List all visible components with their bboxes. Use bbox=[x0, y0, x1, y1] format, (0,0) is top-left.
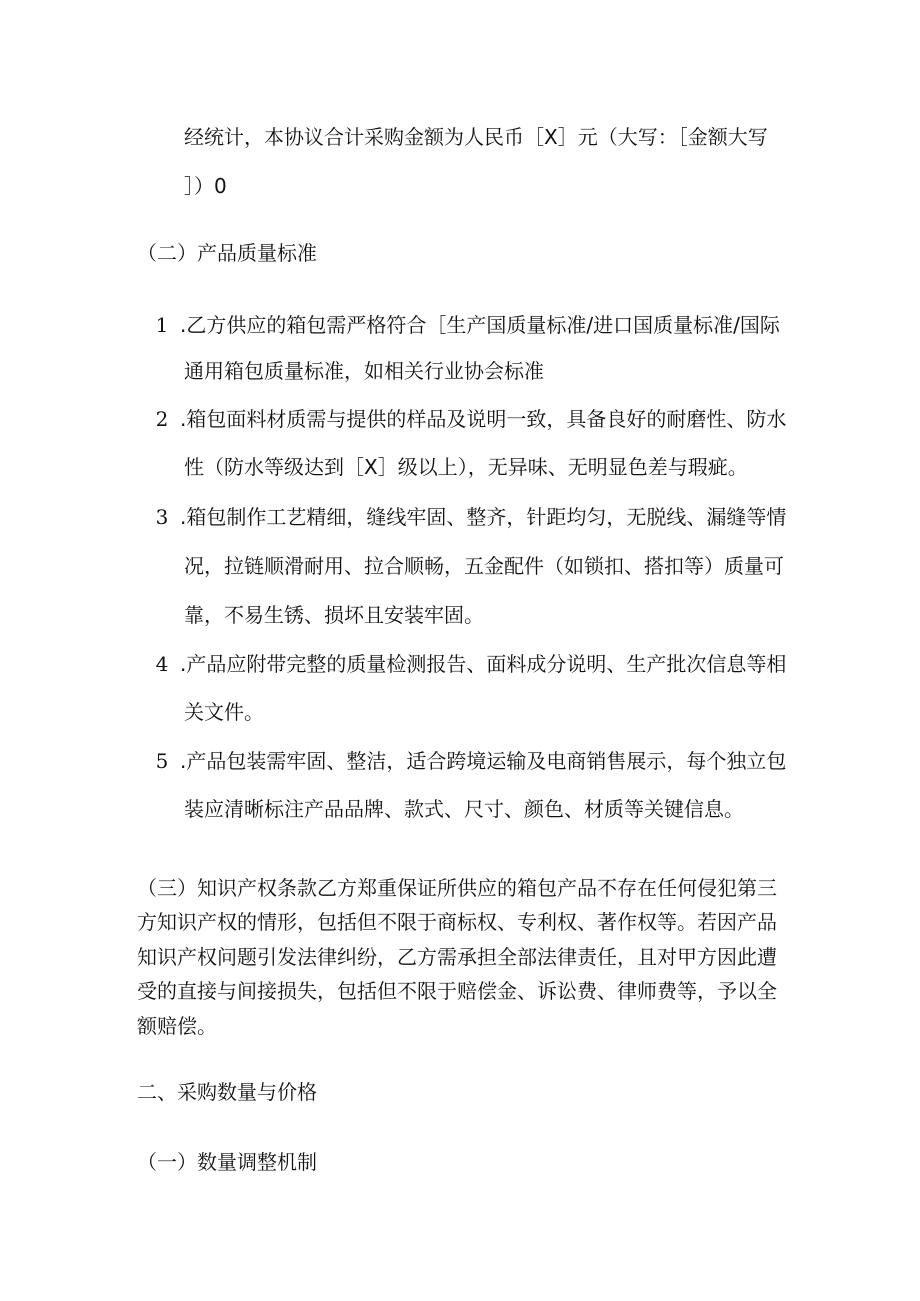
ip-clause-line: 知识产权问题引发法律纠纷，乙方需承担全部法律责任，且对甲方因此遭 bbox=[137, 945, 777, 969]
list-item-line: 通用箱包质量标准，如相关行业协会标准 bbox=[184, 359, 544, 383]
ip-clause-line: 额赔偿。 bbox=[137, 1014, 217, 1038]
list-item-line: 关文件。 bbox=[184, 700, 264, 724]
intro-line-1: 经统计，本协议合计采购金额为人民币［X］元（大写：［金额大写 bbox=[184, 125, 768, 149]
list-item-number: 2 bbox=[155, 407, 169, 431]
ip-clause-line: 受的直接与间接损失，包括但不限于赔偿金、诉讼费、律师费等，予以全 bbox=[137, 979, 777, 1003]
quality-section-heading: （二）产品质量标准 bbox=[137, 241, 317, 265]
list-item-line: 装应清晰标注产品品牌、款式、尺寸、颜色、材质等关键信息。 bbox=[184, 797, 744, 821]
list-item-line: .产品包装需牢固、整洁，适合跨境运输及电商销售展示，每个独立包 bbox=[180, 749, 787, 773]
list-item-line: 况，拉链顺滑耐用、拉合顺畅，五金配件（如锁扣、搭扣等）质量可 bbox=[184, 554, 784, 578]
list-item-line: 性（防水等级达到［X］级以上），无异味、无明显色差与瑕疵。 bbox=[184, 455, 748, 479]
list-item-number: 4 bbox=[155, 652, 169, 676]
list-item-line: .箱包制作工艺精细，缝线牢固、整齐，针距均匀，无脱线、漏缝等情 bbox=[180, 505, 787, 529]
list-item-number: 3 bbox=[155, 505, 169, 529]
section-two-heading: 二、采购数量与价格 bbox=[137, 1080, 317, 1104]
list-item-number: 1 bbox=[155, 313, 169, 337]
list-item-line: .乙方供应的箱包需严格符合［生产国质量标准/进口国质量标准/国际 bbox=[180, 313, 780, 337]
list-item-line: .产品应附带完整的质量检测报告、面料成分说明、生产批次信息等相 bbox=[180, 652, 787, 676]
list-item-line: 靠，不易生锈、损坏且安装牢固。 bbox=[184, 603, 484, 627]
list-item-number: 5 bbox=[155, 749, 169, 773]
section-two-subheading: （一）数量调整机制 bbox=[137, 1150, 317, 1174]
ip-clause-line: 方知识产权的情形，包括但不限于商标权、专利权、著作权等。若因产品 bbox=[137, 910, 777, 934]
ip-clause-line: （三）知识产权条款乙方郑重保证所供应的箱包产品不存在任何侵犯第三 bbox=[137, 876, 777, 900]
intro-line-2: ］）0 bbox=[184, 174, 227, 198]
list-item-line: .箱包面料材质需与提供的样品及说明一致，具备良好的耐磨性、防水 bbox=[180, 407, 787, 431]
